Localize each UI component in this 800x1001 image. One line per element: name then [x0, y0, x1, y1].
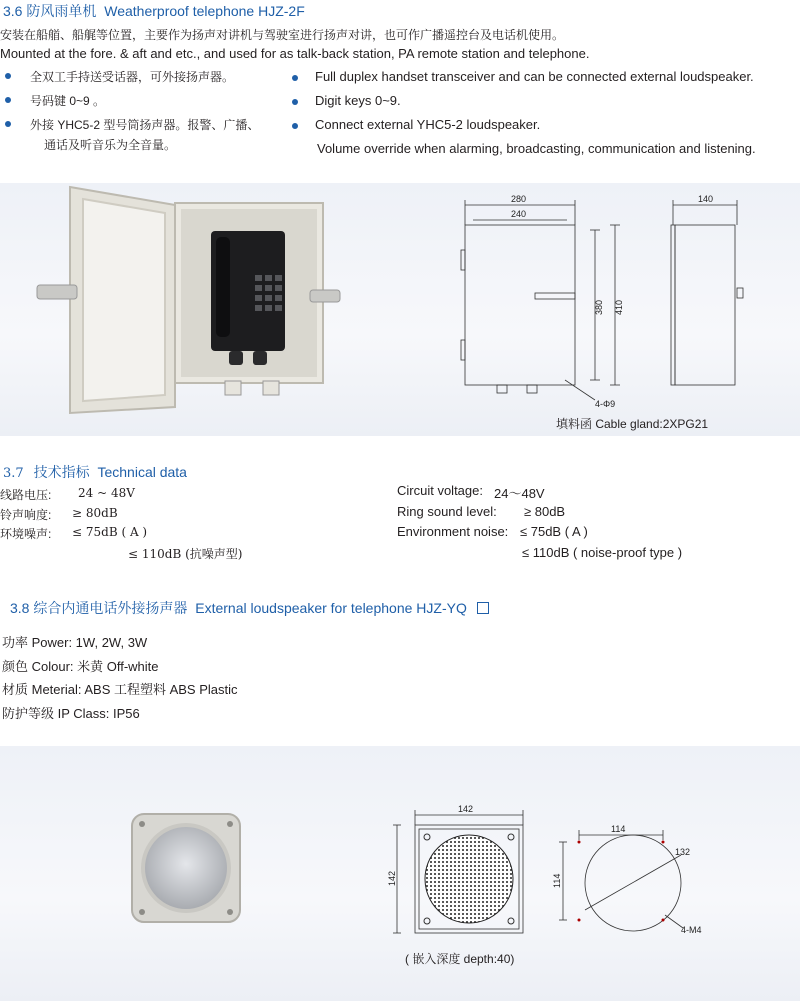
bullet-cn-3-cont: 通话及听音乐为全音量。 [44, 138, 177, 152]
bullet-en-3: Connect external YHC5-2 loudspeaker. [315, 117, 541, 132]
bullet-dot [5, 121, 11, 127]
spec-en-extra: ≤ 110dB ( noise-proof type ) [522, 545, 683, 560]
section-38-heading [10, 598, 489, 618]
spec-cn-extra: ≤ 110dB (抗噪声型) [128, 547, 243, 561]
checkbox-icon [477, 602, 489, 614]
description-en: Mounted at the fore. & aft and etc., and used for as talk-back station, PA remote station and telephone. [0, 46, 590, 61]
spec-en-label-1: Circuit voltage: [397, 483, 483, 498]
heading-cn: 3.8 综合内通电话外接扬声器 [10, 600, 188, 616]
bullet-dot [5, 97, 11, 103]
spec-en-value-3: ≤ 75dB ( A ) [520, 524, 588, 539]
screw-spec: 4-M4 [681, 925, 702, 935]
loudspeaker-photo [130, 812, 242, 924]
bullet-dot [292, 75, 298, 81]
spec-power: 功率 Power: 1W, 2W, 3W [2, 635, 148, 650]
description-cn: 安装在船艏、船艉等位置，主要作为扬声对讲机与驾驶室进行扬声对讲，也可作广播遥控台及电话机使用。 [0, 28, 565, 42]
dim-410: 410 [614, 299, 624, 315]
depth-label: ( 嵌入深度 depth:40) [405, 952, 515, 966]
heading-cn: 技术指标 [33, 464, 90, 480]
dim-114-side: 114 [552, 873, 562, 888]
dim-142-side: 142 [387, 870, 397, 886]
spec-cn-label-2: 铃声响度: [0, 508, 52, 522]
dim-380: 380 [594, 299, 604, 315]
spec-cn-value-1: 24 ~ 48V [78, 486, 135, 500]
bullet-dot [292, 99, 298, 105]
loudspeaker-dimension-drawing [385, 800, 715, 945]
spec-ip-class: 防护等级 IP Class: IP56 [2, 706, 140, 721]
bullet-dot [5, 73, 11, 79]
heading-en: External loudspeaker for telephone HJZ-YQ [195, 600, 467, 616]
bullet-cn-2: 号码键 0~9 。 [30, 94, 106, 108]
heading-en: Weatherproof telephone HJZ-2F [104, 3, 305, 19]
heading-en: Technical data [97, 464, 187, 480]
spec-en-label-3: Environment noise: [397, 524, 509, 539]
spec-cn-value-3: ≤ 75dB ( A ) [72, 525, 148, 539]
bullet-cn-1: 全双工手持送受话器，可外接扬声器。 [30, 70, 235, 84]
telephone-photo [35, 185, 365, 415]
heading-cn: 3.6 防风雨单机 [3, 3, 97, 19]
section-36-heading [3, 1, 305, 21]
bullet-cn-3: 外接 YHC5-2 型号筒扬声器。报警、广播、 [30, 118, 260, 132]
spec-cn-value-2: ≥ 80dB [72, 506, 118, 520]
dim-280: 280 [511, 194, 527, 204]
section-37-heading [3, 462, 187, 482]
bullet-en-3-cont: Volume override when alarming, broadcasting, communication and listening. [317, 141, 756, 156]
dim-114-top: 114 [611, 824, 626, 834]
dim-240: 240 [511, 209, 527, 219]
spec-en-value-1: 24～48V [494, 486, 545, 501]
spec-cn-label-3: 环境噪声: [0, 527, 52, 541]
dim-142-top: 142 [458, 804, 474, 814]
spec-en-value-2: ≥ 80dB [524, 504, 566, 519]
spec-colour: 颜色 Colour: 米黄 Off-white [2, 659, 159, 674]
heading-num: 3.7 [3, 466, 24, 481]
dim-132: 132 [675, 847, 691, 857]
cable-gland-label: 填料函 Cable gland:2XPG21 [556, 417, 709, 431]
spec-en-label-2: Ring sound level: [397, 504, 497, 519]
telephone-dimension-drawing [455, 190, 785, 410]
hole-spec: 4-Φ9 [595, 399, 616, 409]
bullet-en-1: Full duplex handset transceiver and can be connected external loudspeaker. [315, 69, 754, 84]
spec-cn-label-1: 线路电压: [0, 488, 52, 502]
spec-material: 材质 Meterial: ABS 工程塑料 ABS Plastic [2, 682, 238, 697]
bullet-en-2: Digit keys 0~9. [315, 93, 401, 108]
dim-140: 140 [698, 194, 714, 204]
bullet-dot [292, 123, 298, 129]
